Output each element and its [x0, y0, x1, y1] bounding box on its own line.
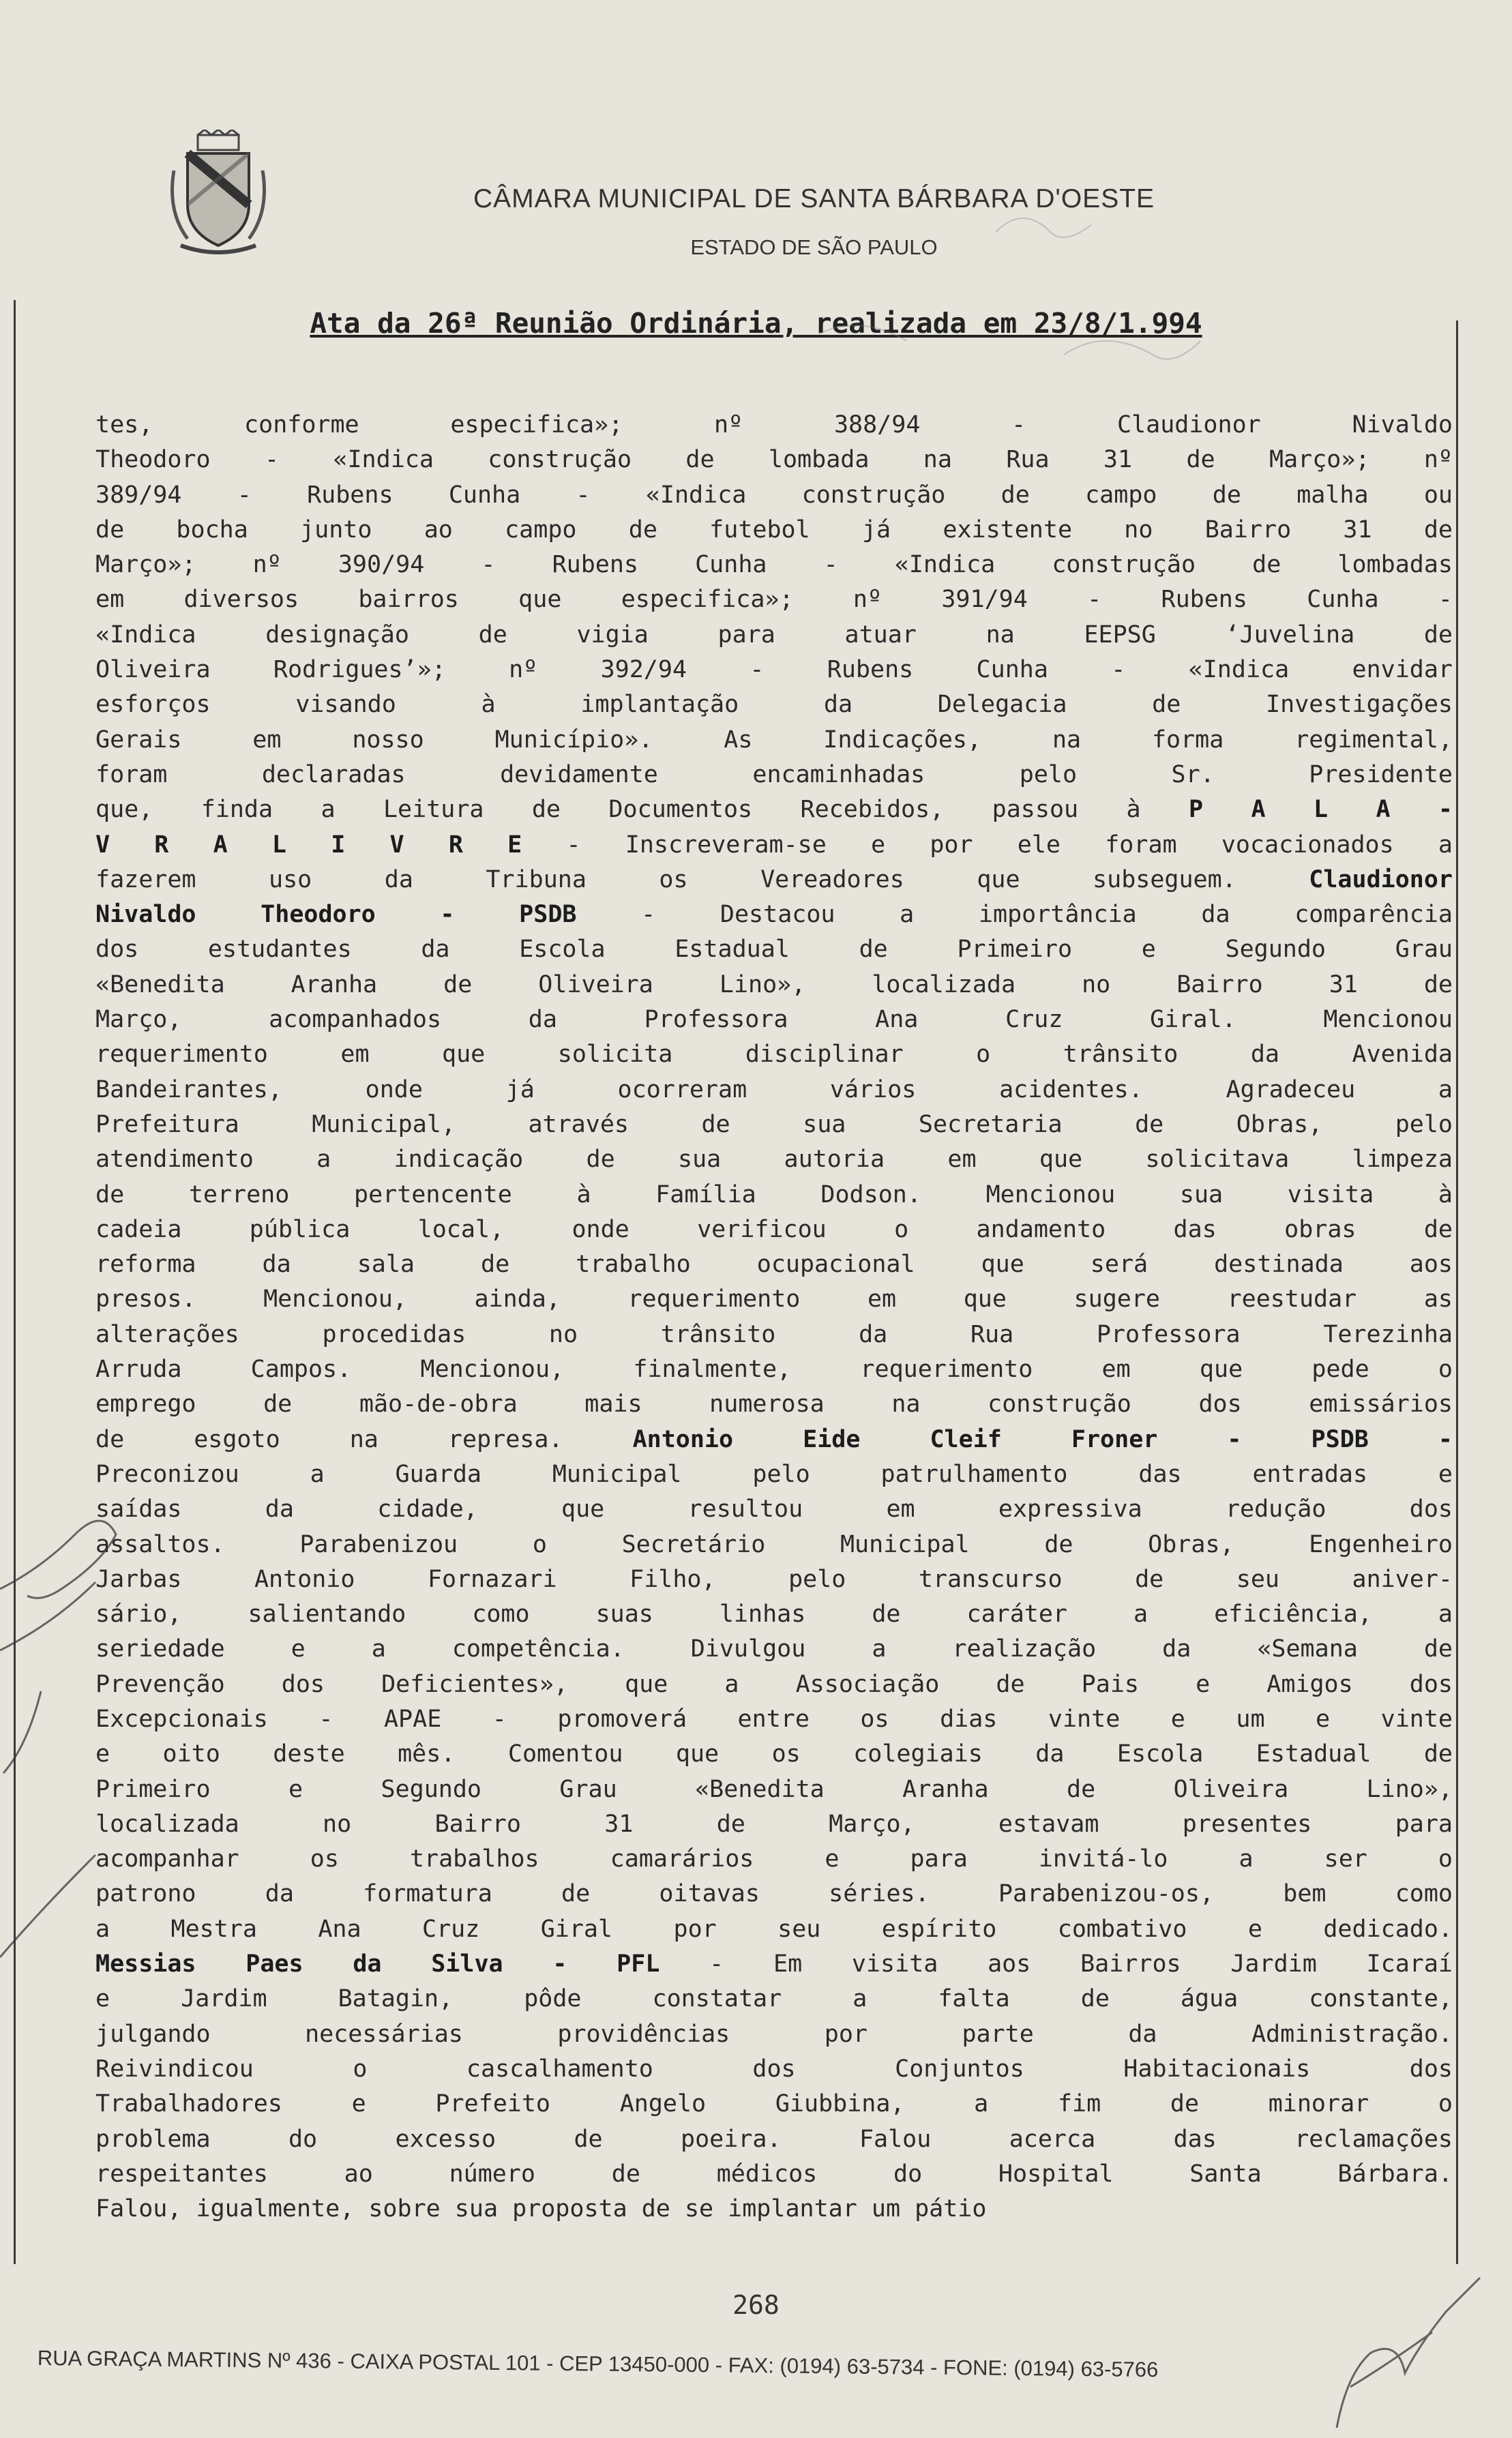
text-line: [95, 2052, 1453, 2087]
text-segment: Gerais em nosso Município». As Indicações, na forma regimental,: [95, 726, 1453, 754]
text-line: [95, 1667, 1453, 1702]
text-line: [95, 1597, 1453, 1632]
text-line: [95, 1807, 1453, 1842]
right-border-line: [1456, 321, 1458, 2264]
text-line: [95, 1318, 1453, 1352]
text-line: [95, 1492, 1453, 1527]
text-segment: julgando necessárias providências por parte da Administração.: [95, 2020, 1453, 2048]
text-line: [95, 1073, 1453, 1107]
text-line: [95, 1772, 1453, 1807]
text-segment: saídas da cidade, que resultou em expressiva redução dos: [95, 1496, 1453, 1523]
text-line: [95, 792, 1453, 827]
text-segment: que, finda a Leitura de Documentos Recebidos, passou à: [95, 796, 1189, 824]
text-segment: patrono da formatura de oitavas séries. Parabenizou-os, bem como: [95, 1880, 1453, 1908]
text-segment: a Mestra Ana Cruz Giral por seu espírito combativo e dedicado.: [95, 1915, 1453, 1943]
text-segment: problema do excesso de poeira. Falou acerca das reclamações: [95, 2125, 1453, 2153]
text-segment: «Indica designação de vigia para atuar na EEPSG ‘Juvelina de: [95, 621, 1453, 649]
text-line: [95, 723, 1453, 758]
text-segment: Preconizou a Guarda Municipal pelo patrulhamento das entradas e: [95, 1460, 1453, 1488]
speaker-name: V R A L I V R E: [95, 831, 522, 859]
text-segment: de bocha junto ao campo de futebol já existente no Bairro 31 de: [95, 516, 1453, 544]
text-line: [95, 1142, 1453, 1177]
text-line: [95, 1947, 1453, 1982]
text-segment: Primeiro e Segundo Grau «Benedita Aranha de Oliveira Lino»,: [95, 1775, 1453, 1803]
text-line: [95, 1737, 1453, 1772]
text-line: [95, 443, 1453, 477]
speaker-name: Antonio Eide Cleif Froner - PSDB -: [632, 1425, 1453, 1453]
text-segment: Trabalhadores e Prefeito Angelo Giubbina, a fim de minorar o: [95, 2090, 1453, 2118]
text-segment: «Benedita Aranha de Oliveira Lino», localizada no Bairro 31 de: [95, 970, 1453, 998]
text-segment: Jarbas Antonio Fornazari Filho, pelo transcurso de seu aniver-: [95, 1565, 1453, 1593]
text-segment: Bandeirantes, onde já ocorreram vários acidentes. Agradeceu a: [95, 1075, 1453, 1103]
text-line: [95, 1178, 1453, 1213]
text-segment: e Jardim Batagin, pôde constatar a falta de água constante,: [95, 1985, 1453, 2013]
text-line: [95, 1423, 1453, 1457]
text-segment: de esgoto na represa.: [95, 1425, 633, 1453]
text-segment: sário, salientando como suas linhas de caráter a eficiência, a: [95, 1601, 1453, 1629]
text-segment: dos estudantes da Escola Estadual de Primeiro e Segundo Grau: [95, 936, 1453, 964]
text-line: [95, 1632, 1453, 1667]
text-segment: reforma da sala de trabalho ocupacional que será destinada aos: [95, 1251, 1453, 1279]
text-segment: acompanhar os trabalhos camarários e para invitá-lo a ser o: [95, 1845, 1453, 1873]
text-line: [95, 1457, 1453, 1492]
page-number: 268: [732, 2290, 780, 2320]
text-segment: Março»; nº 390/94 - Rubens Cunha - «Indica construção de lombadas: [95, 551, 1453, 579]
text-segment: Excepcionais - APAE - promoverá entre os dias vinte e um e vinte: [95, 1705, 1453, 1733]
text-segment: respeitantes ao número de médicos do Hospital Santa Bárbara.: [95, 2160, 1453, 2188]
speaker-name: Messias Paes da Silva - PFL: [95, 1950, 660, 1978]
text-line: [95, 1107, 1453, 1142]
text-segment: Prevenção dos Deficientes», que a Associação de Pais e Amigos dos: [95, 1670, 1453, 1698]
text-line: [95, 2192, 1453, 2227]
text-segment: - Inscreveram-se e por ele foram vocacionados a: [522, 831, 1453, 859]
text-line: [95, 1842, 1453, 1877]
text-line: [95, 687, 1453, 722]
text-segment: alterações procedidas no trânsito da Rua Professora Terezinha: [95, 1320, 1453, 1348]
text-line: [95, 1912, 1453, 1947]
text-line: [95, 2157, 1453, 2192]
text-line: [95, 2122, 1453, 2157]
text-segment: Prefeitura Municipal, através de sua Secretaria de Obras, pelo: [95, 1110, 1453, 1138]
text-line: [95, 1387, 1453, 1422]
text-segment: fazerem uso da Tribuna os Vereadores que subseguem.: [95, 865, 1309, 893]
text-line: [95, 932, 1453, 967]
speaker-name: Nivaldo Theodoro - PSDB: [95, 901, 577, 929]
text-line: [95, 582, 1453, 617]
text-line: [95, 513, 1453, 548]
text-line: [95, 1562, 1453, 1597]
text-segment: - Em visita aos Bairros Jardim Icaraí: [659, 1950, 1453, 1978]
text-segment: emprego de mão-de-obra mais numerosa na construção dos emissários: [95, 1391, 1453, 1418]
footer-address: RUA GRAÇA MARTINS Nº 436 - CAIXA POSTAL 101 - CEP 13450-000 - FAX: (0194) 63-5734 - FONE: (0194) 63-5766: [37, 2346, 1159, 2382]
state-name: ESTADO DE SÃO PAULO: [690, 235, 938, 259]
text-segment: - Destacou a importância da comparência: [576, 901, 1453, 929]
text-line: [95, 1528, 1453, 1562]
text-line: [95, 828, 1453, 863]
text-line: [95, 653, 1453, 687]
speaker-name: P A L A -: [1189, 796, 1453, 824]
text-line: [95, 1213, 1453, 1247]
text-segment: foram declaradas devidamente encaminhadas pelo Sr. Presidente: [95, 760, 1453, 788]
text-line: [95, 1247, 1453, 1282]
speaker-name: Claudionor: [1309, 865, 1453, 893]
text-line: [95, 2087, 1453, 2122]
text-line: [95, 758, 1453, 792]
text-line: [95, 1702, 1453, 1737]
minutes-title: Ata da 26ª Reunião Ordinária, realizada em 23/8/1.994: [310, 307, 1202, 340]
text-line: [95, 897, 1453, 932]
minutes-body: [95, 408, 1453, 2227]
text-segment: tes, conforme especifica»; nº 388/94 - Claudionor Nivaldo: [95, 411, 1453, 438]
text-line: [95, 1982, 1453, 2017]
text-segment: esforços visando à implantação da Delegacia de Investigações: [95, 691, 1453, 719]
text-line: [95, 968, 1453, 1002]
text-line: [95, 1002, 1453, 1037]
text-segment: em diversos bairros que especifica»; nº 391/94 - Rubens Cunha -: [95, 586, 1453, 614]
text-segment: presos. Mencionou, ainda, requerimento em que sugere reestudar as: [95, 1285, 1453, 1313]
text-line: [95, 1037, 1453, 1072]
text-segment: Março, acompanhados da Professora Ana Cruz Giral. Mencionou: [95, 1006, 1453, 1034]
text-segment: seriedade e a competência. Divulgou a realização da «Semana de: [95, 1635, 1453, 1663]
text-line: [95, 548, 1453, 582]
text-line: [95, 1877, 1453, 1912]
text-segment: localizada no Bairro 31 de Março, estavam presentes para: [95, 1810, 1453, 1838]
text-segment: Oliveira Rodrigues’»; nº 392/94 - Rubens Cunha - «Indica envidar: [95, 656, 1453, 684]
text-line: [95, 863, 1453, 897]
text-segment: Theodoro - «Indica construção de lombada na Rua 31 de Março»; nº: [95, 446, 1453, 474]
text-segment: requerimento em que solicita disciplinar o trânsito da Avenida: [95, 1041, 1453, 1069]
text-segment: e oito deste mês. Comentou que os colegiais da Escola Estadual de: [95, 1740, 1453, 1768]
text-line: [95, 1282, 1453, 1317]
text-segment: Reivindicou o cascalhamento dos Conjuntos Habitacionais dos: [95, 2055, 1453, 2083]
text-segment: Falou, igualmente, sobre sua proposta de se implantar um pátio: [95, 2195, 987, 2223]
text-line: [95, 2017, 1453, 2052]
text-line: [95, 618, 1453, 653]
institution-name: CÂMARA MUNICIPAL DE SANTA BÁRBARA D'OESTE: [473, 184, 1155, 213]
text-segment: Arruda Campos. Mencionou, finalmente, requerimento em que pede o: [95, 1356, 1453, 1384]
text-segment: cadeia pública local, onde verificou o andamento das obras de: [95, 1215, 1453, 1243]
text-segment: 389/94 - Rubens Cunha - «Indica construção de campo de malha ou: [95, 481, 1453, 509]
text-line: [95, 478, 1453, 513]
text-segment: assaltos. Parabenizou o Secretário Municipal de Obras, Engenheiro: [95, 1530, 1453, 1558]
text-line: [95, 408, 1453, 443]
text-line: [95, 1352, 1453, 1387]
text-segment: atendimento a indicação de sua autoria em que solicitava limpeza: [95, 1146, 1453, 1174]
left-border-line: [14, 300, 16, 2264]
text-segment: de terreno pertencente à Família Dodson. Mencionou sua visita à: [95, 1180, 1453, 1208]
